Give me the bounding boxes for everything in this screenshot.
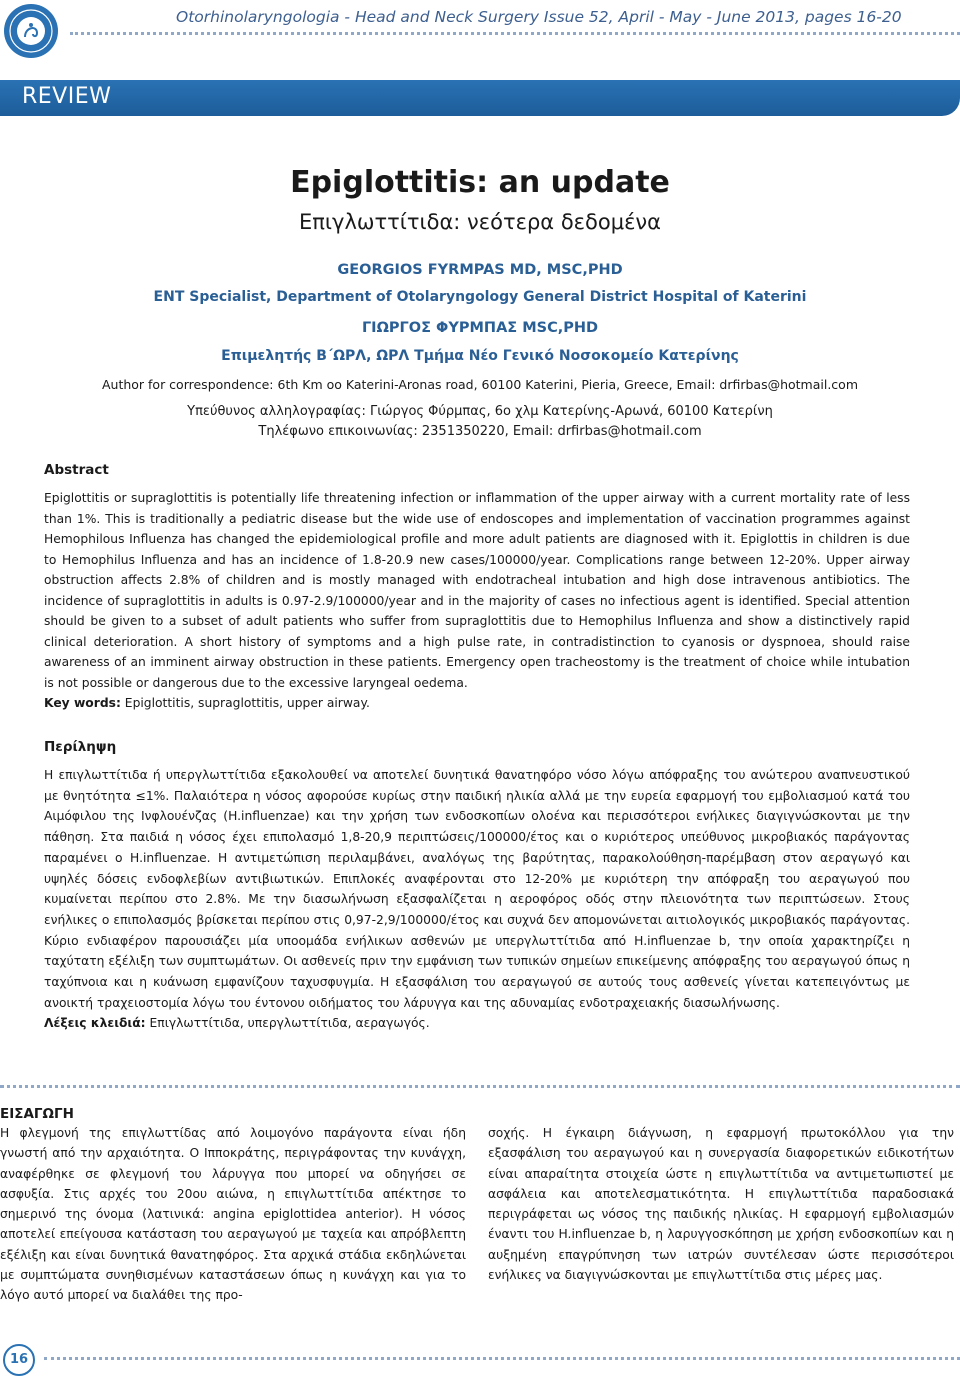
- correspondence-info-greek: [0, 402, 960, 442]
- journal-citation: Otorhinolaryngologia - Head and Neck Surgery Issue 52, April - May - June 2013, pages 16-20: [176, 8, 902, 26]
- abstract-keywords: [44, 693, 910, 714]
- correspondence-info: Author for correspondence: 6th Km oo Katerini-Aronas road, 60100 Katerini, Pieria, Greece, Email: drfirbas@hotmail.com: [101, 377, 859, 392]
- dotted-divider: [70, 32, 960, 39]
- section-banner: [0, 80, 960, 116]
- greek-abstract-body: [44, 765, 910, 1034]
- correspondence-greek-line2: Τηλέφωνο επικοινωνίας: 2351350220, Email: drfirbas@hotmail.com: [258, 424, 702, 439]
- journal-logo: [3, 3, 59, 59]
- keywords-value: Epiglottitis, supraglottitis, upper airway.: [124, 696, 370, 710]
- greek-abstract-keywords: [44, 1013, 910, 1034]
- abstract-heading: Abstract: [44, 462, 109, 478]
- greek-abstract-text: Η επιγλωττίτιδα ή υπεργλωττίτιδα εξακολουθεί να αποτελεί δυνητικά θανατηφόρο νόσο λόγω απόφραξης του ανώτερου αναπνευστικού με θνητότητα ≤1%. Παλαιότερα η νόσος αφορούσε κυρίως στην παιδική ηλικία αλλά με την ευρεία εφαρμογή του εμβολιασμού κατά του Αιμόφιλου της Ινφλουένζας (H.influenzae) και την χρήση των ενδοσκοπίων ολοένα και περισσότεροι ενήλικες διαγιγνώσκονται με την πάθηση. Στα παιδιά η νόσος έχει επιπολασμό 1,8-20,9 περιπτώσεις/100000/έτος και ο κυριότερος υπεύθυνος μικροβιακός παράγοντας παραμένει ο H.influenzae. Η αντιμετώπιση περιλαμβάνει, αναλόγως της βαρύτητας, παρακολούθηση-παρέμβαση στον αεραγωγό και υψηλές δόσεις ενδοφλεβίων αντιβιωτικών. Επιπλοκές αναφέρονται στο 12-20% με κυριότερη την απόφραξη του αεραγωγού που κυμαίνεται περίπου στο 2.8%. Με την διασωλήνωση εξασφαλίζεται η αεροφόρος οδός στην πλειονότητα των περιπτώσεων. Στους ενήλικες ο επιπολασμός βρίσκεται περίπου στις 0,97-2,9/100000/έτος και συχνά δεν απομονώνεται αιτιολογικός μικροβιακός παράγοντας. Κύριο ενδιαφέρον παρουσιάζει μία υποομάδα ενήλικων ασθενών με υπεργλωττίτιδα από H.influenzae b, την οποία χαρακτηρίζει η ταχύτατη εξέλιξη των συμπτωμάτων. Οι ασθενείς πριν την εμφάνιση των τυπικών σημείων επικείμενης απόφραξης του αεραγωγού όπως η ταχύπνοια και η κυάνωση εμφανίζουν ταχυσφυγμία. Η εξασφάλιση του αεραγωγού σε αυτούς τους ασθενείς γίνεται κατεπειγόντως με ανοικτή τραχειοστομία λόγω του έντονου οιδήματος του λάρυγγα και της αδυναμίας ενδοτραχειακής διασωλήνωσης.: [44, 768, 910, 1010]
- greek-abstract-heading: Περίληψη: [44, 739, 117, 755]
- introduction-left-column: Η φλεγμονή της επιγλωττίδας από λοιμογόνο παράγοντα είναι ήδη γνωστή από την αρχαιότητα. Ο Ιπποκράτης, περιγράφοντας την κυνάγχη, αναφέρθηκε σε φλεγμονή του λάρυγγα που μπορεί να οδηγήσει σε ασφυξία. Στις αρχές του 20ου αιώνα, η επιγλωττίτιδα απέκτησε το σημερινό της όνομα (λατινικά: angina epiglottidea anterior). Η νόσος αποτελεί επείγουσα κατάσταση του αεραγωγού με ταχεία και απρόβλεπτη εξέλιξη και είναι δυνητικά θανατηφόρος. Στα αρχικά στάδια εκδηλώνεται με συμπτώματα συνηθισμένων καταστάσεων όπως η κυνάγχη και για το λόγο αυτό μπορεί να διαλάθει της προ-: [0, 1126, 466, 1303]
- author-affiliation-greek: Επιμελητής Β΄ΩΡΛ, ΩΡΛ Τμήμα Νέο Γενικό Νοσοκομείο Κατερίνης: [221, 348, 739, 364]
- greek-keywords-value: Επιγλωττίτιδα, υπεργλωττίτιδα, αεραγωγός.: [149, 1016, 430, 1031]
- author-name-greek: ΓΙΩΡΓΟΣ ΦΥΡΜΠΑΣ MSC,PHD: [361, 320, 599, 336]
- section-label: REVIEW: [22, 84, 112, 109]
- dotted-divider: [0, 1085, 960, 1092]
- keywords-label: Key words:: [44, 696, 121, 710]
- greek-keywords-label: Λέξεις κλειδιά:: [44, 1016, 146, 1031]
- page-number: 16: [3, 1344, 35, 1376]
- article-title-greek: Επιγλωττίτιδα: νεότερα δεδομένα: [299, 210, 661, 234]
- author-name: GEORGIOS FYRMPAS MD, MSC,PHD: [337, 262, 623, 278]
- abstract-body: [44, 488, 910, 714]
- article-title: Epiglottitis: an update: [290, 165, 670, 200]
- dotted-divider: [44, 1357, 960, 1364]
- abstract-text: Epiglottitis or supraglottitis is potentially life threatening infection or inflammation of the upper airway with a current mortality rate of less than 1%. This is traditionally a pediatric disease but the wide use of endoscopes and implementation of vaccination programmes against Hemophilous Influenza has changed the epidemiological profile and more adult patients are diagnosed with it. Epiglottis in children is due to Hemophilus Influenza and has an incidence of 1.8-20.9 new cases/100000/year. Complications range between 12-20%. Upper airway obstruction affects 2.8% of children and is mostly managed with endotracheal intubation and high dose intravenous antibiotics. The incidence of supraglottitis in adults is 0.97-2.9/100000/year and in the majority of cases no infectious agent is identified. Special attention should be given to a subset of adult patients who suffer from supraglottitis due to Hemophilus Influenza and show a distinctively rapid clinical deterioration. A short history of symptoms and a high pulse rate, in contradistinction to cyanosis or dyspnoea, should raise awareness of an imminent airway obstruction in these patients. Emergency open tracheostomy is the treatment of choice while intubation is not possible or dangerous due to the excessive laryngeal oedema.: [44, 491, 910, 690]
- introduction-right-column: σοχής. Η έγκαιρη διάγνωση, η εφαρμογή πρωτοκόλλου για την εξασφάλιση του αεραγωγού και η συνεργασία διαφορετικών ειδικοτήτων είναι απαραίτητα στοιχεία ώστε η επιγλωττίτιδα να αντιμετωπιστεί με ασφάλεια και αποτελεσματικότητα. Η επιγλωττίτιδα παραδοσιακά περιγράφεται ως νόσος της παιδικής ηλικίας. Η εφαρμογή εμβολιασμών έναντι του H.influenzae b, η λαρυγγοσκόπηση με χρήση ενδοσκοπίων και η αυξημένη επαγρύπνηση των ιατρών συντέλεσαν ώστε περισσότεροι ενήλικες να διαγιγνώσκονται με επιγλωττίτιδα στις μέρες μας.: [488, 1126, 954, 1283]
- introduction-heading: ΕΙΣΑΓΩΓΗ: [0, 1106, 74, 1122]
- correspondence-greek-line1: Υπεύθυνος αλληλογραφίας: Γιώργος Φύρμπας, 6ο χλμ Κατερίνης-Αρωνά, 60100 Κατερίνη: [187, 404, 773, 419]
- author-affiliation: ENT Specialist, Department of Otolaryngology General District Hospital of Katerini: [153, 289, 807, 305]
